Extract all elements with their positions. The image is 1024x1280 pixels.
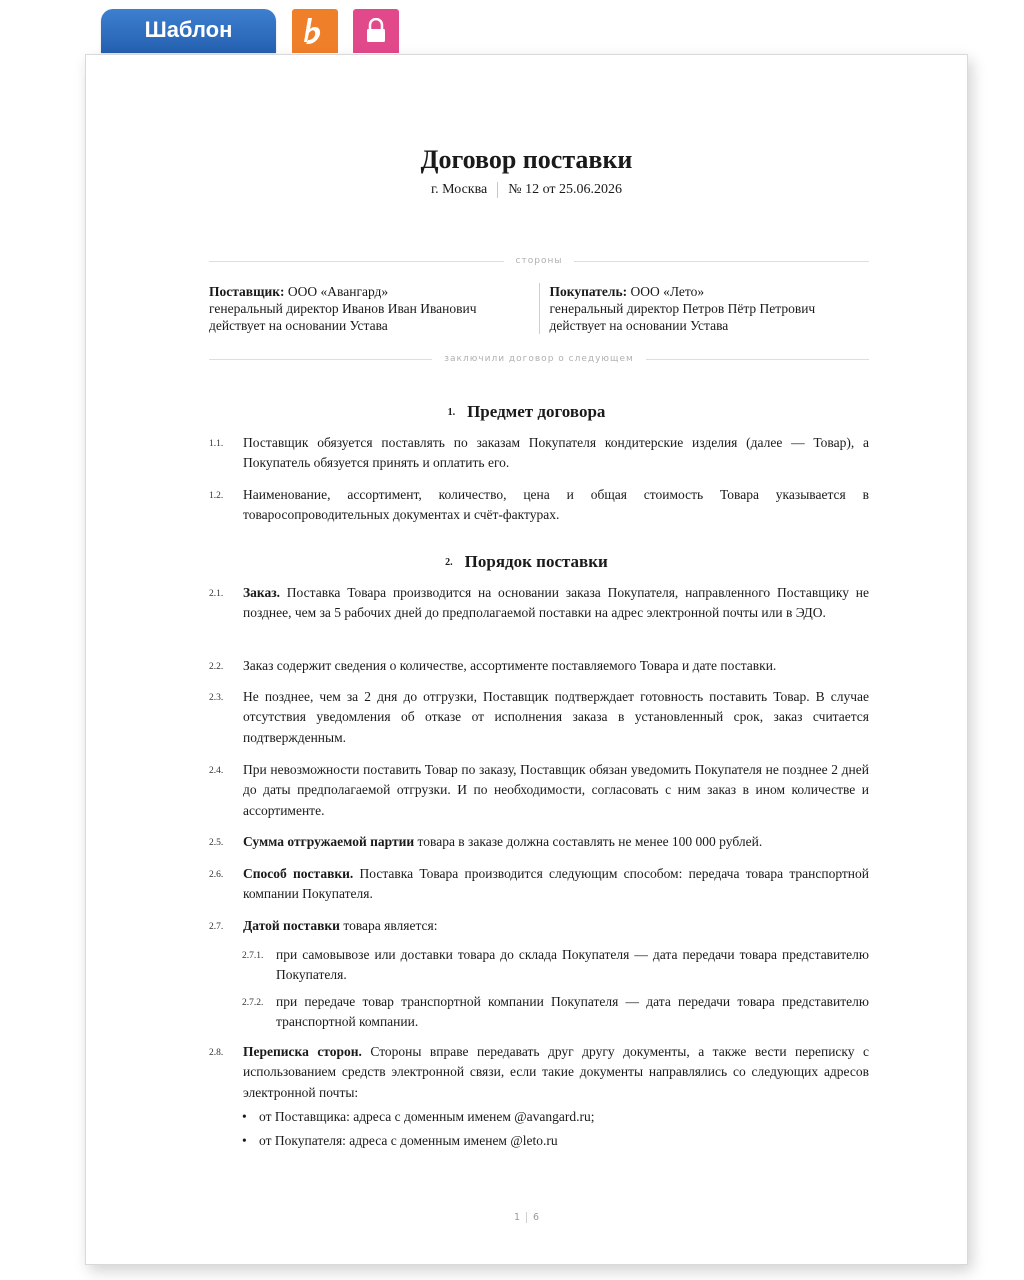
clause-number: 2.8.: [209, 1048, 224, 1058]
subclause: [242, 992, 869, 1032]
document-page: [85, 54, 968, 1265]
clause-number: 2.2.: [209, 662, 224, 672]
bullet-dot: •: [242, 1133, 247, 1148]
subclause: [242, 945, 869, 985]
supplier-role: Поставщик:: [209, 284, 285, 299]
clause: [209, 916, 869, 936]
b-logo-icon: [300, 15, 330, 47]
section-title: Предмет договора: [467, 402, 606, 421]
page-current: 1: [514, 1212, 527, 1223]
document-title: Договор поставки: [420, 145, 633, 174]
clause-number: 2.4.: [209, 766, 224, 776]
section-title: Порядок поставки: [464, 552, 608, 571]
clause-text: Стороны вправе передавать друг другу документы, а также вести переписку с использованием средств электронной связи, если такие документы направлялись со следующих адресов электронной почты:: [243, 1044, 869, 1100]
clause: [209, 687, 869, 748]
clause-number: 1.1.: [209, 439, 224, 449]
clause-text: Заказ содержит сведения о количестве, ассортименте поставляемого Товара и дате поставки.: [243, 658, 777, 673]
subclause-text: при самовывозе или доставки товара до склада Покупателя — дата передачи товара представителю Покупателя.: [276, 947, 869, 982]
supplier-basis: действует на основании Устава: [209, 318, 388, 333]
clause-number: 2.1.: [209, 589, 224, 599]
bullet-dot: •: [242, 1109, 247, 1124]
clause-number: 1.2.: [209, 491, 224, 501]
clause-lead: Способ поставки.: [243, 866, 354, 881]
clause: [209, 1042, 869, 1103]
agreed-label: заключили договор о следующем: [444, 354, 634, 364]
section-heading: [86, 552, 967, 572]
clause-lead: Заказ.: [243, 585, 280, 600]
clause-text: При невозможности поставить Товар по заказу, Поставщик обязан уведомить Покупателя не позднее 2 дней до даты предполагаемой отгрузки. И по необходимости, согласовать с ним заказ в ином количестве и ассортименте.: [243, 762, 869, 818]
clause-text: Поставка Товара производится на основании заказа Покупателя, направленного Поставщику не позднее, чем за 5 рабочих дней до предполагаемой поставки на адрес электронной почты или в ЭДО.: [243, 585, 869, 621]
list-item-text: от Поставщика: адреса с доменным именем @avangard.ru;: [259, 1109, 595, 1124]
agreed-divider: [209, 352, 869, 366]
buyer-role: Покупатель:: [549, 284, 628, 299]
document-city: г. Москва: [431, 182, 498, 198]
section-number: 2.: [445, 557, 453, 568]
lock-tab[interactable]: [353, 9, 399, 53]
page-counter: [86, 1212, 967, 1223]
clause: [209, 864, 869, 905]
clause-number: 2.5.: [209, 838, 224, 848]
parties-block: [209, 283, 869, 334]
page-total: 6: [533, 1212, 540, 1223]
subclause-number: 2.7.1.: [242, 951, 264, 961]
lock-icon: [364, 18, 388, 44]
clause: [209, 656, 869, 676]
buyer-block: [540, 283, 870, 334]
clause: [209, 760, 869, 821]
clause-number: 2.3.: [209, 693, 224, 703]
section-heading: [86, 402, 967, 422]
section-number: 1.: [447, 407, 456, 418]
clause-text: товара в заказе должна составлять не менее 100 000 рублей.: [414, 834, 763, 849]
clause-text: Поставщик обязуется поставлять по заказам Покупателя кондитерские изделия (далее — Товар), а Покупатель обязуется принять и оплатить его.: [243, 435, 869, 471]
clause-text: Наименование, ассортимент, количество, цена и общая стоимость Товара указывается в товаросопроводительных документах и счёт-фактурах.: [243, 487, 869, 523]
list-item-text: от Покупателя: адреса с доменным именем @leto.ru: [259, 1133, 558, 1148]
buyer-director: генеральный директор Петров Пётр Петрович: [549, 301, 816, 316]
clause: [209, 485, 869, 526]
clause-text: Поставка Товара производится следующим способом: передача товара транспортной компании Покупателя.: [243, 866, 869, 902]
buyer-name: ООО «Лето»: [630, 284, 705, 299]
clause-lead: Переписка сторон.: [243, 1044, 362, 1059]
subclause-number: 2.7.2.: [242, 998, 264, 1008]
clause: [209, 583, 869, 624]
clause-text: Не позднее, чем за 2 дня до отгрузки, Поставщик подтверждает готовность поставить Товар. В случае отсутствия уведомления об отказе от исполнения заказа в установленный срок, заказ считается подтвержденным.: [243, 689, 869, 745]
clause: [209, 832, 869, 852]
list-item: [242, 1131, 869, 1151]
clause-lead: Датой поставки: [243, 918, 340, 933]
supplier-director: генеральный директор Иванов Иван Иванович: [209, 301, 477, 316]
parties-divider: [209, 254, 869, 268]
template-tab[interactable]: Шаблон: [101, 9, 276, 53]
buyer-basis: действует на основании Устава: [549, 318, 729, 333]
brand-tab[interactable]: [292, 9, 338, 53]
supplier-name: ООО «Авангард»: [287, 284, 389, 299]
list-item: [242, 1107, 869, 1127]
document-number: № 12 от 25.06.2026: [508, 182, 623, 197]
subclause-text: при передаче товар транспортной компании Покупателя — дата передачи товара представителю транспортной компании.: [276, 994, 869, 1029]
clause-lead: Сумма отгружаемой партии: [243, 834, 415, 849]
clause-number: 2.6.: [209, 870, 224, 880]
parties-label: стороны: [515, 256, 563, 266]
clause: [209, 433, 869, 474]
document-meta: [86, 182, 967, 198]
clause-number: 2.7.: [209, 922, 224, 932]
supplier-block: [209, 283, 540, 334]
clause-text: товара является:: [339, 918, 438, 933]
